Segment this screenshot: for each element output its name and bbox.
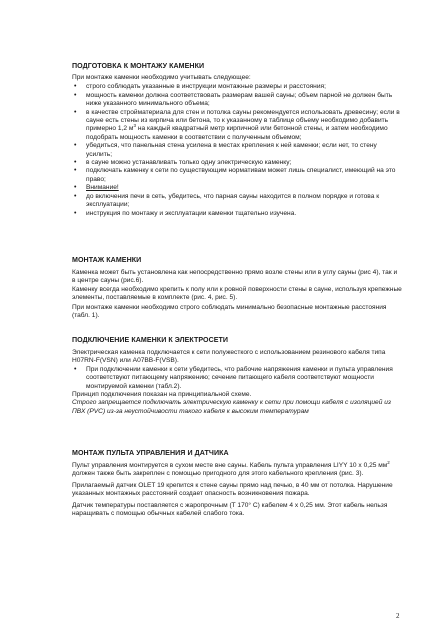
list-item	[72, 109, 402, 143]
section-mounting	[72, 256, 402, 320]
warning-paragraph: Строго запрещается подключать электрическую каменку к сети при помощи кабеля с изоляцией из ПВХ (PVC) из-за неустойчивости такого кабеля к высоким температурам	[72, 399, 391, 415]
list-item-text: на каждый квадратный метр кирпичной или бетонной стены, и затем необходимо подобрать мощность каменки в соответствии с полученным объемом;	[86, 125, 388, 141]
paragraph: Каменка может быть установлена как непосредственно прямо возле стены или в углу сауны (рис 4), так и в центре сауны (рис.6).	[72, 269, 398, 285]
superscript: 2	[387, 459, 390, 465]
list-item	[72, 92, 402, 109]
bullet-list	[72, 83, 402, 218]
section-title: МОНТАЖ КАМЕНКИ	[72, 256, 142, 264]
paragraph: Принцип подключения показан на принципиальной схеме.	[72, 391, 252, 399]
list-item: • инструкция по монтажу и эксплуатации каменки тщательно изучена.	[72, 210, 402, 218]
paragraph	[72, 459, 402, 479]
paragraph: Электрическая каменка подключается к сети полужесткого с использованием резинового кабеля типа H07RN-F(VSN) или A07BB-F(VSB).	[72, 349, 386, 365]
paragraph: При монтаже каменки необходимо строго соблюдать минимально безопасные монтажные расстояния (табл. 1).	[72, 303, 387, 320]
paragraph-text: Пульт управления монтируется в сухом месте вне сауны. Кабель пульта управления LIYY 10 х 0,25 мм	[72, 462, 388, 469]
list-item: • подключать каменку к сети по существующим нормативам может лишь специалист, имеющий на это право;	[72, 167, 402, 184]
list-item-text: в качестве стройматериала для стен и потолка сауны рекомендуется использовать древесину; если в сауне есть стены из кирпича или бетона, то к указанному в таблице объему необходимо добавить примерно 1,2 м	[86, 108, 400, 133]
paragraph-text: должен также быть закреплен с помощью пригодного для этого кабельного крепления (рис. 3).	[72, 470, 364, 478]
section-title: ПОДКЛЮЧЕНИЕ КАМЕНКИ К ЭЛЕКТРОСЕТИ	[72, 336, 229, 344]
paragraph: Датчик температуры поставляется с жаропрочным (T 170° C) кабелем 4 х 0,25 мм. Этот кабель нельзя наращивать с помощью обычных кабелей слабого тока.	[72, 501, 388, 518]
paragraph: При монтаже каменки необходимо учитывать следующее:	[72, 74, 251, 81]
paragraph: Прилагаемый датчик OLET 19 крепится к стене сауны прямо над печью, в 40 мм от потолка. Нарушение указанных монтажных расстояний создает опасность возникновения пожара.	[72, 481, 393, 498]
list-item: • строго соблюдать указанные в инструкции монтажные размеры и расстояния;	[72, 83, 402, 91]
section-title: ПОДГОТОВКА К МОНТАЖУ КАМЕНКИ	[72, 62, 205, 70]
superscript: 3	[133, 123, 136, 129]
warning-label: Внимание!	[86, 184, 119, 192]
list-item-text: мощность каменки должна соответствовать размерам вашей сауны; объем парной не должен быть ниже указанного минимального объема;	[86, 91, 393, 108]
list-item: • убедиться, что панельная стена усилена в местах крепления к ней каменки; если нет, то стену усилить;	[72, 142, 402, 159]
section-electrical	[72, 336, 402, 416]
section-preparation	[72, 62, 402, 218]
list-item: • При подключении каменки к сети убедитесь, что рабочие напряжения каменки и пульта управления соответствуют питающему напряжению; сечение питающего кабеля соответствуют мощности монтируемой каменки (табл.2).	[72, 366, 402, 391]
section-title: МОНТАЖ ПУЛЬТА УПРАВЛЕНИЯ И ДАТЧИКА	[72, 449, 229, 457]
list-item: • в сауне можно устанавливать только одну электрическую каменку;	[72, 159, 402, 167]
bullet-list	[72, 366, 402, 391]
page-number: 2	[396, 612, 400, 620]
section-control-panel	[72, 449, 402, 518]
list-item: • до включения печи в сеть, убедитесь, что парная сауны находится в полном порядке и готова к эксплуатации;	[72, 193, 402, 210]
paragraph: Каменку всегда необходимо крепить к полу или к ровной поверхности стены в сауне, используя крепежные элементы, поставляемые в комплекте (рис. 4, рис. 5).	[72, 285, 402, 302]
list-item	[72, 184, 402, 192]
